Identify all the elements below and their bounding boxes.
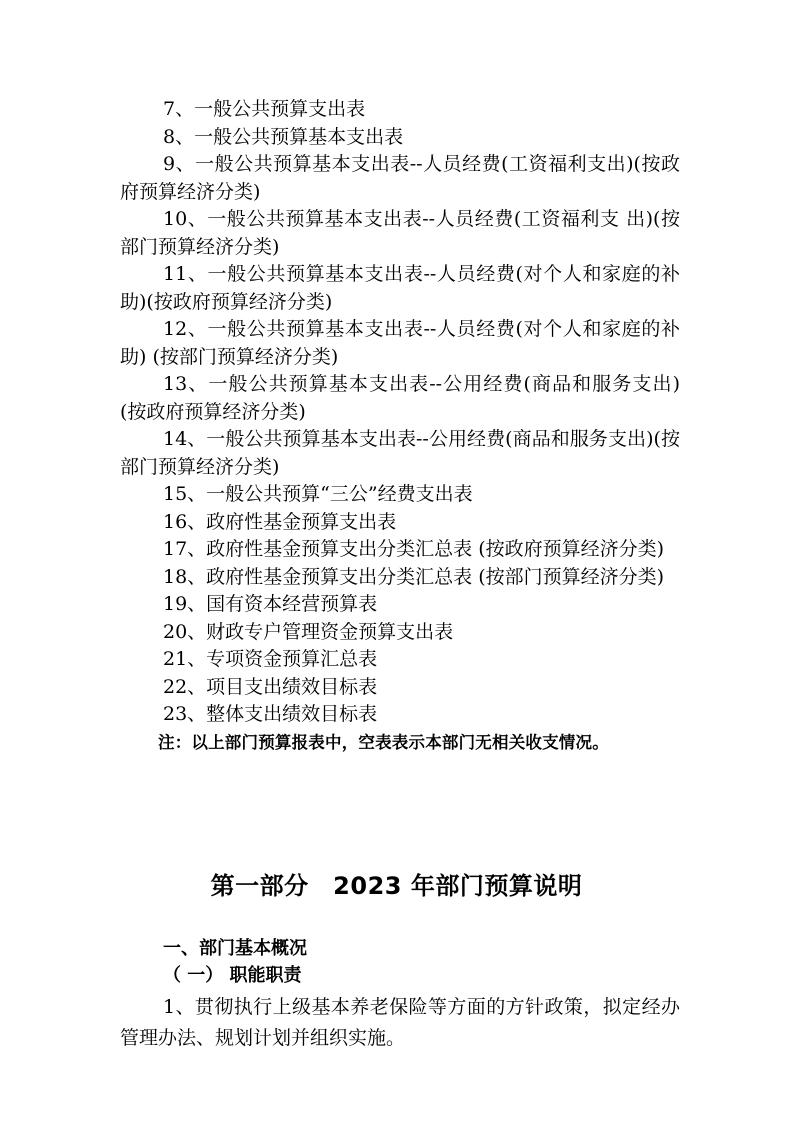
heading-functions-duties: （ 一） 职能职责 <box>163 965 302 986</box>
list-item: 20、财政专户管理资金预算支出表 <box>163 620 454 643</box>
body-paragraph: 1、贯彻执行上级基本养老保险等方面的方针政策，拟定经办管理办法、规划计划并组织实施。 <box>120 996 680 1049</box>
list-item: 10、一般公共预算基本支出表--人员经费(工资福利支 出)(按部门预算经济分类) <box>120 208 680 258</box>
list-item: 22、项目支出绩效目标表 <box>163 675 378 698</box>
table-note: 注：以上部门预算报表中，空表表示本部门无相关收支情况。 <box>158 732 609 752</box>
heading-department-overview: 一、部门基本概况 <box>163 938 307 959</box>
list-item: 8、一般公共预算基本支出表 <box>163 125 404 148</box>
list-item: 17、政府性基金预算支出分类汇总表 (按政府预算经济分类) <box>163 538 665 560</box>
list-item: 14、一般公共预算基本支出表--公用经费(商品和服务支出)(按部门预算经济分类) <box>120 428 680 478</box>
list-item: 9、一般公共预算基本支出表--人员经费(工资福利支出)(按政府预算经济分类) <box>120 153 680 203</box>
list-item: 23、整体支出绩效目标表 <box>163 703 378 725</box>
list-item: 13、一般公共预算基本支出表--公用经费(商品和服务支出) (按政府预算经济分类) <box>120 373 680 423</box>
list-item: 21、专项资金预算汇总表 <box>163 648 378 670</box>
list-item: 15、一般公共预算“三公”经费支出表 <box>163 483 473 505</box>
list-item: 18、政府性基金预算支出分类汇总表 (按部门预算经济分类) <box>163 565 665 588</box>
list-item: 11、一般公共预算基本支出表--人员经费(对个人和家庭的补助)(按政府预算经济分类) <box>120 263 680 313</box>
report-table-list <box>120 96 680 756</box>
list-item: 7、一般公共预算支出表 <box>163 98 366 120</box>
list-item: 16、政府性基金预算支出表 <box>163 510 397 533</box>
list-item: 19、国有资本经营预算表 <box>163 593 378 615</box>
list-item: 12、一般公共预算基本支出表--人员经费(对个人和家庭的补助) (按部门预算经济分类) <box>120 318 680 368</box>
section-title: 第一部分 2023 年部门预算说明 <box>210 872 583 900</box>
